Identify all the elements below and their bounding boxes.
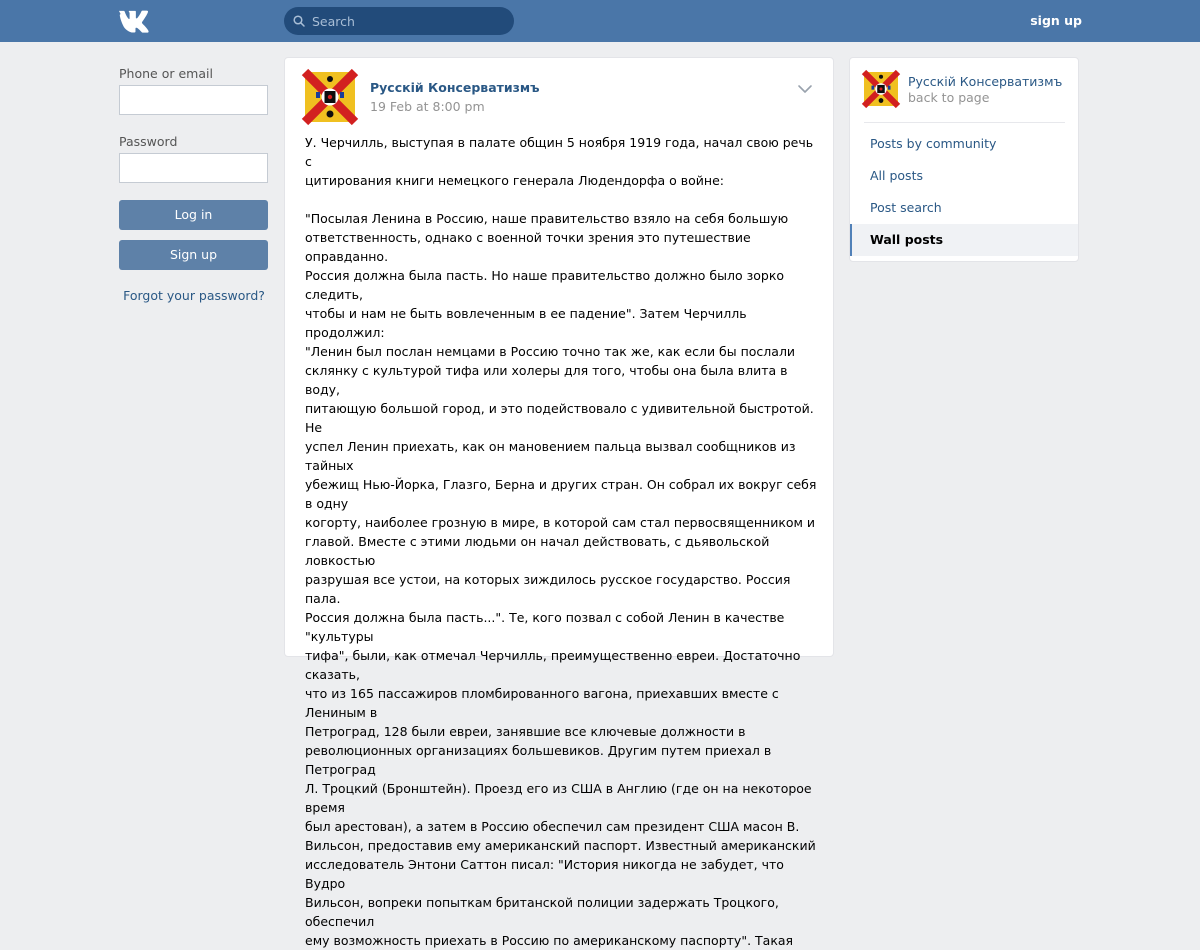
flag-emblem-icon <box>305 72 355 122</box>
menu-post-search[interactable]: Post search <box>870 200 942 215</box>
post-text: У. Черчилль, выступая в палате общин 5 ноября 1919 года, начал свою речь с цитирования книги немецкого генерала Людендорфа о войне: "Посылая Ленина в Россию, наше правительство взяло на себя большую ответственность, однако с военной точки зрения это путешествие оправданно. Россия должна была пасть. Но наше правительство должно было зорко следить, чтобы и нам не быть вовлеченным в ее падение". Затем Черчилль продолжил: "Ленин был послан немцами в Россию точно так же, как если бы послали склянку с культурой тифа или холеры для того, чтобы она была влита в воду, питающую большой город, и это подействовало с удивительной быстротой. Не успел Ленин приехать, как он мановением пальца вызвал сообщников из тайных убежищ Нью-Йорка, Глазго, Берна и других стран. Он собрал их вокруг себя в одну когорту, наиболее грозную в мире, в которой сам стал первосвященником и главой. Вместе с этими людьми он начал действовать, с дьявольской ловкостью разрушая все устои, на которых зиждилось русское государство. Россия пала. Россия должна была пасть...". Те, кого позвал с собой Ленин в качестве "культуры тифа", были, как отмечал Черчилль, преимущественно евреи. Достаточно сказать, что из 165 пассажиров пломбированного вагона, приехавших вместе с Лениным в Петроград, 128 были евреи, занявшие все ключевые должности в революционных организациях большевиков. Другим путем приехал в Петроград Л. Троцкий (Бронштейн). Проезд его из США в Англию (где он на некоторое время был арестован), а затем в Россию обеспечил сам президент США масон В. Вильсон, предоставив ему американский паспорт. Известный американский исследователь Энтони Саттон писал: "История никогда не забудет, что Вудро Вильсон, вопреки попыткам британской полиции задержать Троцкого, обеспечил ему возможность приехать в Россию по американскому паспорту". Такая <box>305 135 817 948</box>
login-form <box>119 64 269 303</box>
flag-emblem-icon <box>864 72 898 106</box>
post-date[interactable]: 19 Feb at 8:00 pm <box>370 99 485 114</box>
back-to-page-link[interactable]: back to page <box>908 90 990 105</box>
password-label: Password <box>119 134 178 149</box>
community-avatar[interactable] <box>305 72 355 122</box>
post-card <box>284 57 834 948</box>
forgot-password-link[interactable]: Forgot your password? <box>123 288 265 303</box>
vk-logo[interactable] <box>118 9 154 33</box>
community-name[interactable]: Русскій Консерватизмъ <box>908 74 1063 89</box>
phone-email-field[interactable] <box>119 85 268 115</box>
signup-button[interactable]: Sign up <box>119 240 268 270</box>
signup-link[interactable]: sign up <box>1030 13 1082 28</box>
menu-posts-by-community[interactable]: Posts by community <box>870 136 997 151</box>
phone-label: Phone or email <box>119 66 213 81</box>
search-box[interactable] <box>284 7 514 35</box>
menu-all-posts[interactable]: All posts <box>870 168 923 183</box>
community-avatar-small[interactable] <box>864 72 898 106</box>
search-input[interactable] <box>312 7 507 35</box>
community-sidebar <box>849 57 1079 262</box>
password-field[interactable] <box>119 153 268 183</box>
chevron-down-icon[interactable] <box>797 84 813 94</box>
post-author[interactable]: Русскій Консерватизмъ <box>370 80 540 95</box>
search-icon <box>293 15 305 27</box>
top-bar <box>0 0 1200 42</box>
divider <box>864 122 1065 123</box>
menu-wall-posts[interactable]: Wall posts <box>850 224 1078 256</box>
login-button[interactable]: Log in <box>119 200 268 230</box>
